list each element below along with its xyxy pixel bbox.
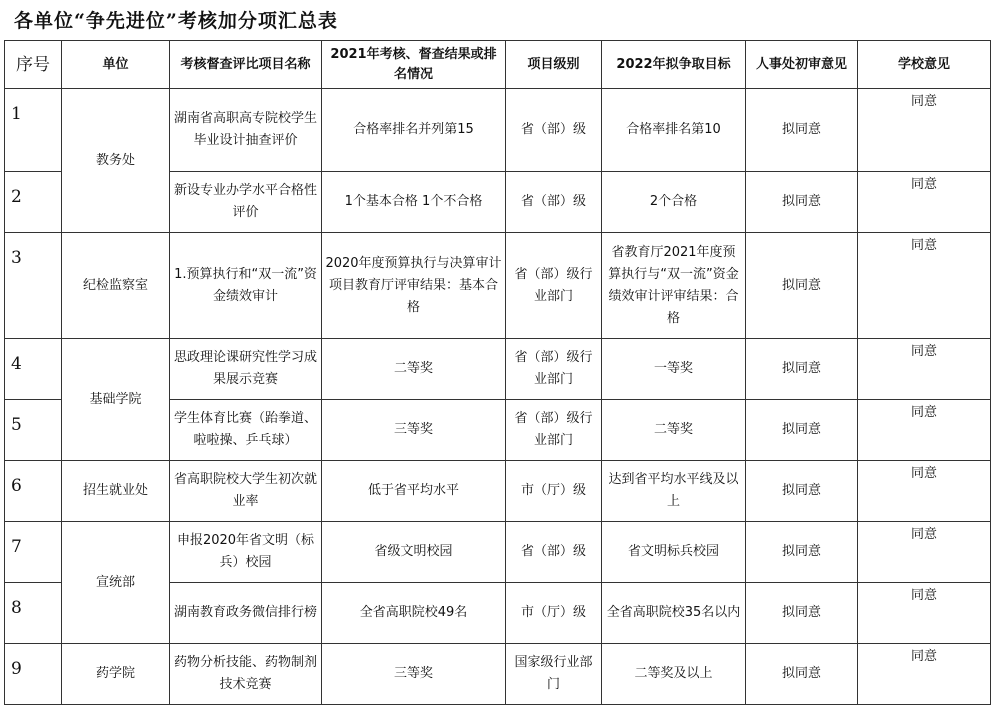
cell-unit: 药学院 bbox=[62, 644, 170, 705]
cell-school-opinion: 同意 bbox=[858, 522, 991, 583]
cell-result: 低于省平均水平 bbox=[322, 461, 506, 522]
cell-hr-opinion: 拟同意 bbox=[746, 400, 858, 461]
table-row bbox=[5, 522, 991, 583]
cell-seq: 3 bbox=[5, 233, 62, 339]
cell-target: 合格率排名第10 bbox=[602, 89, 746, 172]
cell-level: 省（部）级行业部门 bbox=[506, 233, 602, 339]
cell-school-opinion: 同意 bbox=[858, 89, 991, 172]
cell-target: 二等奖 bbox=[602, 400, 746, 461]
cell-target: 省教育厅2021年度预算执行与“双一流”资金绩效审计评审结果：合格 bbox=[602, 233, 746, 339]
cell-result: 省级文明校园 bbox=[322, 522, 506, 583]
page-title: 各单位“争先进位”考核加分项汇总表 bbox=[14, 10, 338, 32]
cell-result: 三等奖 bbox=[322, 400, 506, 461]
cell-target: 达到省平均水平线及以上 bbox=[602, 461, 746, 522]
cell-project: 湖南教育政务微信排行榜 bbox=[170, 583, 322, 644]
cell-unit: 基础学院 bbox=[62, 339, 170, 461]
cell-project: 新设专业办学水平合格性评价 bbox=[170, 172, 322, 233]
cell-seq: 8 bbox=[5, 583, 62, 644]
cell-seq: 1 bbox=[5, 89, 62, 172]
header-result-2021: 2021年考核、督查结果或排名情况 bbox=[322, 41, 506, 89]
cell-project: 药物分析技能、药物制剂技术竞赛 bbox=[170, 644, 322, 705]
summary-table bbox=[4, 40, 991, 705]
cell-school-opinion: 同意 bbox=[858, 400, 991, 461]
cell-unit: 招生就业处 bbox=[62, 461, 170, 522]
cell-level: 省（部）级 bbox=[506, 172, 602, 233]
cell-hr-opinion: 拟同意 bbox=[746, 583, 858, 644]
cell-hr-opinion: 拟同意 bbox=[746, 172, 858, 233]
cell-level: 市（厅）级 bbox=[506, 583, 602, 644]
cell-school-opinion: 同意 bbox=[858, 339, 991, 400]
table-row bbox=[5, 89, 991, 172]
cell-seq: 9 bbox=[5, 644, 62, 705]
header-target-2022: 2022年拟争取目标 bbox=[602, 41, 746, 89]
cell-seq: 2 bbox=[5, 172, 62, 233]
cell-unit: 宣统部 bbox=[62, 522, 170, 644]
cell-hr-opinion: 拟同意 bbox=[746, 644, 858, 705]
cell-result: 三等奖 bbox=[322, 644, 506, 705]
cell-target: 省文明标兵校园 bbox=[602, 522, 746, 583]
cell-target: 全省高职院校35名以内 bbox=[602, 583, 746, 644]
cell-result: 1个基本合格 1个不合格 bbox=[322, 172, 506, 233]
cell-school-opinion: 同意 bbox=[858, 233, 991, 339]
cell-school-opinion: 同意 bbox=[858, 172, 991, 233]
header-level: 项目级别 bbox=[506, 41, 602, 89]
cell-project: 思政理论课研究性学习成果展示竞赛 bbox=[170, 339, 322, 400]
cell-level: 国家级行业部门 bbox=[506, 644, 602, 705]
cell-result: 2020年度预算执行与决算审计项目教育厅评审结果：基本合格 bbox=[322, 233, 506, 339]
cell-hr-opinion: 拟同意 bbox=[746, 89, 858, 172]
table-row bbox=[5, 461, 991, 522]
header-school-opinion: 学校意见 bbox=[858, 41, 991, 89]
cell-unit: 教务处 bbox=[62, 89, 170, 233]
cell-result: 二等奖 bbox=[322, 339, 506, 400]
cell-hr-opinion: 拟同意 bbox=[746, 522, 858, 583]
cell-seq: 6 bbox=[5, 461, 62, 522]
cell-seq: 7 bbox=[5, 522, 62, 583]
cell-level: 省（部）级 bbox=[506, 89, 602, 172]
cell-project: 1.预算执行和“双一流”资金绩效审计 bbox=[170, 233, 322, 339]
cell-project: 申报2020年省文明（标兵）校园 bbox=[170, 522, 322, 583]
cell-target: 二等奖及以上 bbox=[602, 644, 746, 705]
cell-level: 省（部）级行业部门 bbox=[506, 400, 602, 461]
cell-target: 2个合格 bbox=[602, 172, 746, 233]
cell-seq: 5 bbox=[5, 400, 62, 461]
table-row bbox=[5, 339, 991, 400]
cell-level: 市（厅）级 bbox=[506, 461, 602, 522]
cell-school-opinion: 同意 bbox=[858, 461, 991, 522]
header-seq: 序号 bbox=[5, 41, 62, 89]
cell-school-opinion: 同意 bbox=[858, 583, 991, 644]
cell-project: 湖南省高职高专院校学生毕业设计抽查评价 bbox=[170, 89, 322, 172]
cell-level: 省（部）级 bbox=[506, 522, 602, 583]
cell-level: 省（部）级行业部门 bbox=[506, 339, 602, 400]
cell-hr-opinion: 拟同意 bbox=[746, 461, 858, 522]
header-project: 考核督查评比项目名称 bbox=[170, 41, 322, 89]
table-row bbox=[5, 233, 991, 339]
header-unit: 单位 bbox=[62, 41, 170, 89]
cell-hr-opinion: 拟同意 bbox=[746, 233, 858, 339]
cell-project: 学生体育比赛（跆拳道、啦啦操、乒乓球） bbox=[170, 400, 322, 461]
cell-result: 合格率排名并列第15 bbox=[322, 89, 506, 172]
cell-school-opinion: 同意 bbox=[858, 644, 991, 705]
cell-unit: 纪检监察室 bbox=[62, 233, 170, 339]
cell-seq: 4 bbox=[5, 339, 62, 400]
cell-project: 省高职院校大学生初次就业率 bbox=[170, 461, 322, 522]
header-row bbox=[5, 41, 991, 89]
cell-hr-opinion: 拟同意 bbox=[746, 339, 858, 400]
table-row bbox=[5, 644, 991, 705]
cell-result: 全省高职院校49名 bbox=[322, 583, 506, 644]
header-hr-opinion: 人事处初审意见 bbox=[746, 41, 858, 89]
cell-target: 一等奖 bbox=[602, 339, 746, 400]
